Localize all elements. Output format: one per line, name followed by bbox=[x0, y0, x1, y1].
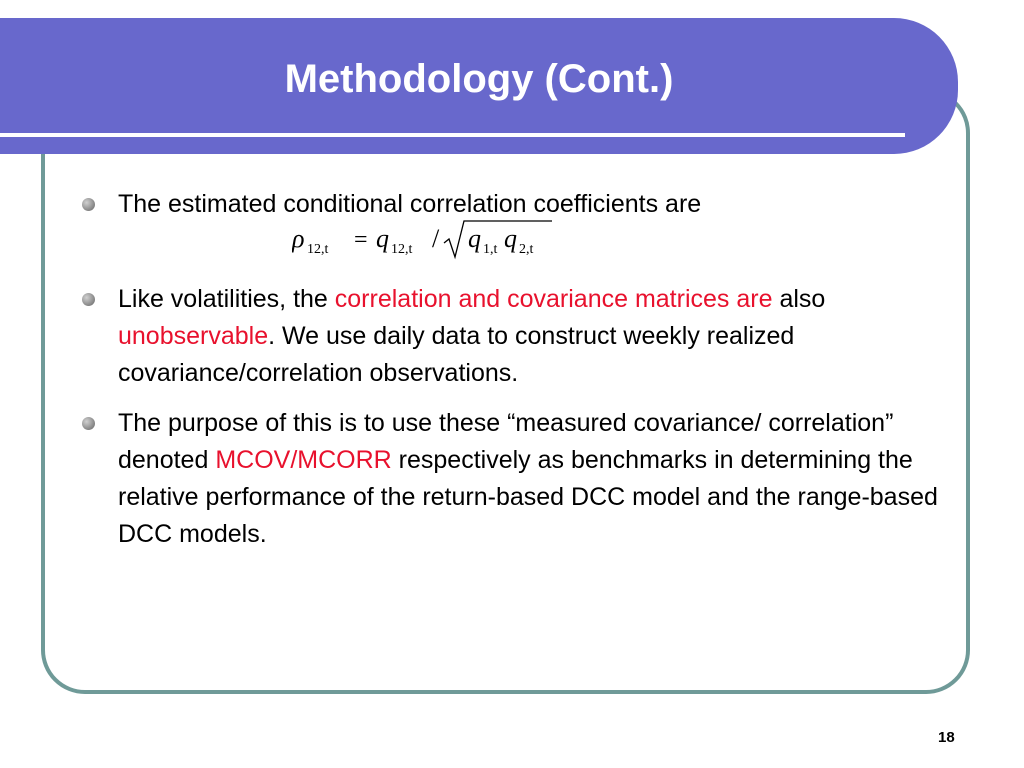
highlight-text: unobservable bbox=[118, 322, 269, 350]
highlight-text: correlation and covariance matrices are bbox=[334, 285, 773, 313]
formula-q: q bbox=[376, 224, 389, 253]
formula-q1-sub: 1,t bbox=[483, 242, 498, 257]
formula-rho-sub: 12,t bbox=[307, 242, 329, 257]
highlight-text: MCOV/MCORR bbox=[215, 446, 392, 474]
bullet-text: also bbox=[772, 285, 826, 313]
bullet-dot-icon bbox=[82, 417, 95, 430]
page-number: 18 bbox=[938, 729, 955, 746]
bullet-list bbox=[82, 186, 972, 553]
formula-rho: ρ bbox=[292, 224, 305, 253]
formula-q2-sub: 2,t bbox=[519, 242, 534, 257]
formula-equals: = bbox=[354, 227, 368, 253]
bullet-item bbox=[82, 281, 972, 392]
formula-q1: q bbox=[468, 224, 481, 253]
sqrt-sign-icon bbox=[444, 221, 552, 257]
formula-q-sub: 12,t bbox=[391, 242, 413, 257]
title-underline bbox=[0, 133, 905, 137]
bullet-text: The estimated conditional correlation coefficients are bbox=[118, 190, 702, 218]
formula-q2: q bbox=[504, 224, 517, 253]
formula-graphic bbox=[292, 217, 592, 261]
correlation-formula bbox=[82, 223, 972, 267]
bullet-text: . We use daily data to construct weekly realized covariance/correlation observations. bbox=[118, 322, 795, 387]
bullet-text: Like volatilities, the bbox=[118, 285, 335, 313]
formula-slash: / bbox=[432, 224, 440, 253]
bullet-item bbox=[82, 405, 972, 553]
slide-title: Methodology (Cont.) bbox=[284, 57, 674, 101]
bullet-dot-icon bbox=[82, 198, 95, 211]
bullet-text: respectively as benchmarks in determining the relative performance of the return-based DCC model and the range-based DCC models. bbox=[118, 446, 938, 548]
bullet-dot-icon bbox=[82, 293, 95, 306]
bullet-text: The purpose of this is to use these “measured covariance/ correlation” denoted bbox=[118, 409, 894, 474]
